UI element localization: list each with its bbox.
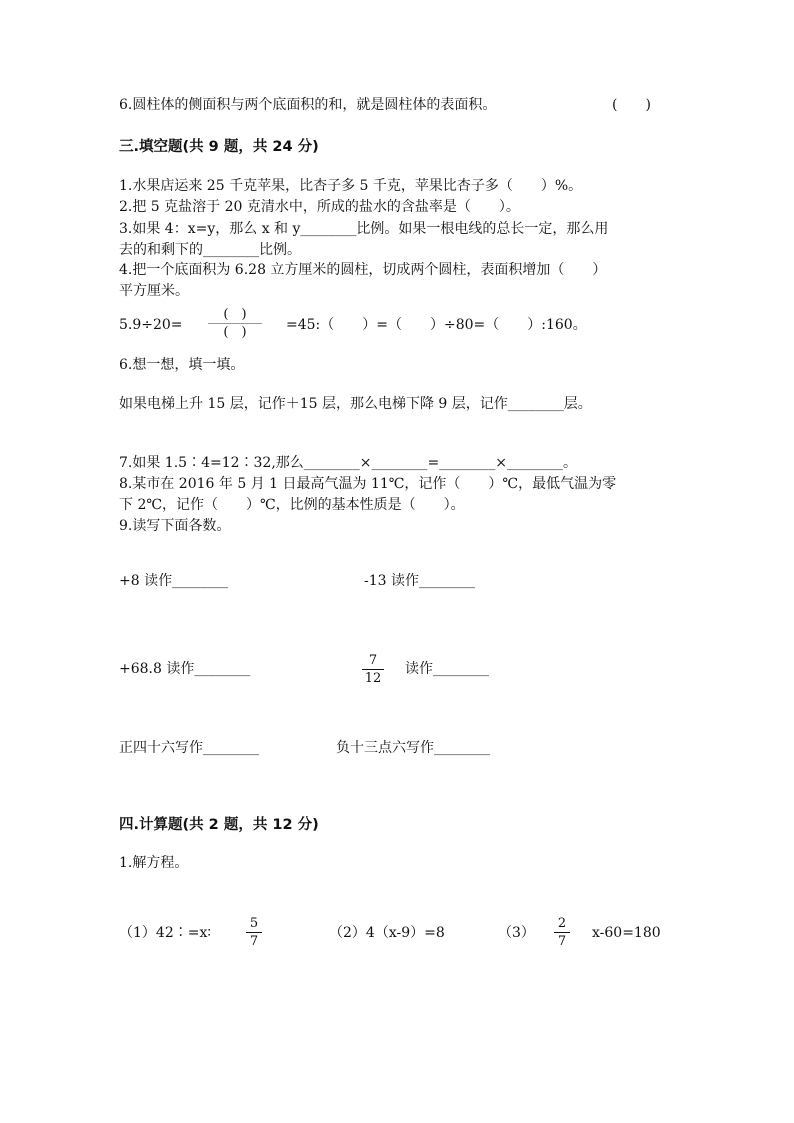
fill-q8-line1: 8.某市在 2016 年 5 月 1 日最高气温为 11℃，记作（ ）℃，最低气温为零 (119, 476, 617, 492)
equation-1-text: （1）42∶=x∶ (119, 925, 211, 941)
fill-q5-fraction (208, 307, 262, 340)
judge-q6-text: 6.圆柱体的侧面积与两个底面积的和，就是圆柱体的表面积。 (119, 97, 497, 113)
equation-1-numerator: 5 (249, 916, 259, 931)
equation-3-prefix: （3） (498, 925, 535, 941)
read-item-4-denominator: 12 (364, 671, 382, 686)
read-item-2: -13 读作________ (364, 573, 475, 589)
fill-q5-fraction-denominator: ( ) (223, 325, 247, 340)
write-item-2: 负十三点六写作________ (336, 740, 490, 756)
fill-q4-line1: 4.把一个底面积为 6.28 立方厘米的圆柱，切成两个圆柱，表面积增加（ ） (119, 262, 607, 278)
calc-q1: 1.解方程。 (119, 855, 189, 871)
equation-1-bar (246, 932, 262, 933)
read-item-1: +8 读作________ (119, 573, 229, 589)
read-item-4-numerator: 7 (368, 653, 378, 668)
fill-q9: 9.读写下面各数。 (119, 518, 231, 534)
equation-3-fraction (554, 916, 570, 949)
equation-3-denominator: 7 (557, 934, 567, 949)
section4-heading: 四.计算题(共 2 题，共 12 分) (119, 817, 319, 833)
read-item-4-bar (362, 669, 384, 670)
equation-3-bar (554, 932, 570, 933)
fill-q5-suffix: =45:（ ）=（ ）÷80=（ ）:160。 (286, 317, 587, 333)
write-item-1: 正四十六写作________ (119, 740, 259, 756)
fill-q7: 7.如果 1.5∶4=12∶32,那么________×________=________×________。 (119, 455, 577, 471)
read-item-4-text: 读作________ (405, 661, 489, 677)
fill-q6-sub: 如果电梯上升 15 层，记作＋15 层，那么电梯下降 9 层，记作________层。 (119, 396, 592, 412)
fill-q5-prefix: 5.9÷20= (119, 317, 183, 333)
read-item-3: +68.8 读作________ (119, 661, 251, 677)
judge-q6-paren: ( ) (612, 97, 651, 113)
equation-1-denominator: 7 (249, 934, 259, 949)
fill-q4-line2: 平方厘米。 (119, 283, 189, 299)
equation-1-fraction (246, 916, 262, 949)
read-item-4-fraction (362, 653, 384, 686)
equation-2: （2）4（x-9）=8 (329, 925, 445, 941)
fill-q8-line2: 下 2℃，记作（ ）℃，比例的基本性质是（ ）。 (119, 497, 465, 513)
fill-q1: 1.水果店运来 25 千克苹果，比杏子多 5 千克，苹果比杏子多（ ）%。 (119, 178, 583, 194)
fill-q3-line2: 去的和剩下的________比例。 (119, 242, 301, 258)
section3-heading: 三.填空题(共 9 题，共 24 分) (119, 139, 319, 155)
fill-q2: 2.把 5 克盐溶于 20 克清水中，所成的盐水的含盐率是（ ）。 (119, 199, 520, 215)
equation-3-suffix: x-60=180 (592, 925, 661, 941)
fill-q3-line1: 3.如果 4：x=y，那么 x 和 y________比例。如果一根电线的总长一定，那么用 (119, 221, 609, 237)
equation-3-numerator: 2 (557, 916, 567, 931)
fill-q5-fraction-numerator: ( ) (223, 307, 247, 322)
fill-q6: 6.想一想，填一填。 (119, 357, 245, 373)
fill-q5-fraction-bar (208, 323, 262, 324)
